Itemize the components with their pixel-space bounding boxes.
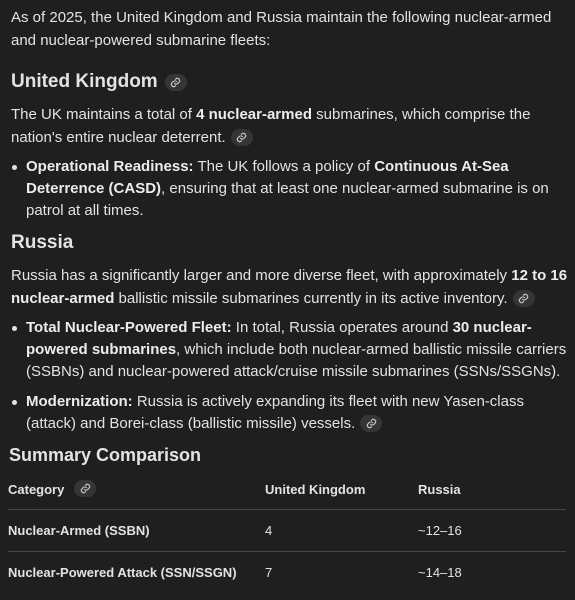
russia-paragraph [11, 264, 569, 310]
table-cell-uk: 4 [265, 510, 418, 552]
table-row [8, 552, 566, 594]
table-cell-russia: ~12–16 [418, 510, 566, 552]
table-cell-russia: ~14–18 [418, 552, 566, 594]
bullet-label: Total Nuclear-Powered Fleet: [26, 319, 232, 336]
link-icon[interactable] [165, 74, 187, 91]
russia-para-text: Russia has a significantly larger and more diverse fleet, with approximately [11, 267, 512, 284]
list-item [11, 156, 569, 222]
uk-paragraph [11, 103, 569, 149]
table-header-text: Category [8, 481, 65, 497]
bullet-text-end: , ensuring that at least one nuclear-armed submarine is on patrol at all times. [26, 180, 549, 219]
uk-para-text-end: submarines, which comprise the nation's entire nuclear deterrent. [11, 106, 531, 146]
link-icon[interactable] [513, 290, 535, 307]
summary-heading: Summary Comparison [9, 445, 202, 465]
table-cell-uk: 7 [265, 552, 418, 594]
uk-para-bold: 4 nuclear-armed [196, 106, 312, 123]
russia-para-bold: 12 to 16 nuclear-armed [11, 267, 568, 307]
bullet-label: Operational Readiness: [26, 158, 194, 175]
russia-heading-text: Russia [11, 232, 74, 253]
link-icon[interactable] [360, 415, 382, 432]
bullet-text: The UK follows a policy of [193, 158, 375, 175]
table-header-row [8, 477, 566, 510]
table-cell-category: Nuclear-Powered Attack (SSN/SSGN) [8, 552, 265, 594]
bullet-text: Russia is actively expanding its fleet with new Yasen-class (attack) and Borei-class (ballistic missile) vessels. [26, 393, 524, 432]
comparison-table [8, 477, 566, 593]
bullet-text-end: , which include both nuclear-armed ballistic missile carriers (SSBNs) and nuclear-powered attack/cruise missile submarines (SSNs/SSGNs). [26, 341, 567, 380]
russia-para-text-end: ballistic missile submarines currently in its active inventory. [114, 290, 508, 307]
table-header-russia: Russia [418, 481, 461, 497]
uk-heading [11, 69, 569, 95]
table-header-uk: United Kingdom [265, 481, 366, 497]
table-header-category [8, 477, 265, 510]
uk-bullet-list [11, 156, 569, 222]
bullet-text: In total, Russia operates around [231, 319, 453, 336]
intro-paragraph: As of 2025, the United Kingdom and Russia maintain the following nuclear-armed and nuclear-powered submarine fleets: [11, 9, 552, 49]
list-item [11, 317, 569, 383]
list-item [11, 391, 569, 435]
uk-heading-text: United Kingdom [11, 71, 158, 92]
bullet-bold: Continuous At-Sea Deterrence (CASD) [26, 158, 509, 197]
russia-bullet-list [11, 317, 569, 435]
bullet-label: Modernization: [26, 393, 133, 410]
table-row [8, 510, 566, 552]
russia-heading [11, 230, 569, 256]
link-icon[interactable] [74, 480, 96, 497]
table-cell-category: Nuclear-Armed (SSBN) [8, 510, 265, 552]
bullet-bold: 30 nuclear-powered submarines [26, 319, 532, 358]
link-icon[interactable] [231, 129, 253, 146]
uk-para-text: The UK maintains a total of [11, 106, 197, 123]
